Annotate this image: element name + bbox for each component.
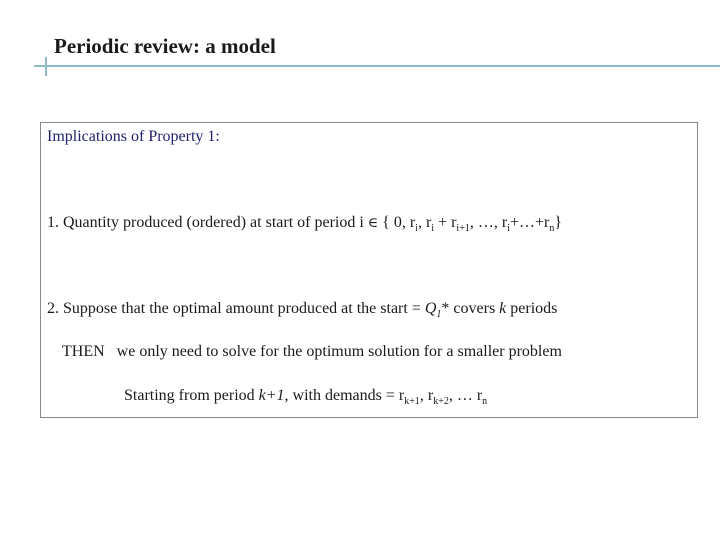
starting-line: Starting from period k+1, with demands = $r_{k+1}$, $r_{k+2}$, … $r_n$	[124, 387, 488, 408]
point-1: 1. Quantity produced (ordered) at start of period i ∈ { 0, $r_i$, $r_i + r_{i+1}$, …, $r_i+\dots+r_n$}	[47, 214, 563, 235]
title-divider	[34, 65, 720, 67]
slide-title: Periodic review: a model	[54, 34, 276, 58]
implications-heading: Implications of Property 1:	[47, 128, 220, 145]
title-accent-mark	[45, 57, 47, 76]
content-box	[40, 122, 698, 418]
then-line: THEN we only need to solve for the optimum solution for a smaller problem	[62, 343, 562, 360]
point-2: 2. Suppose that the optimal amount produced at the start = $Q_1*$ covers k periods	[47, 300, 558, 321]
